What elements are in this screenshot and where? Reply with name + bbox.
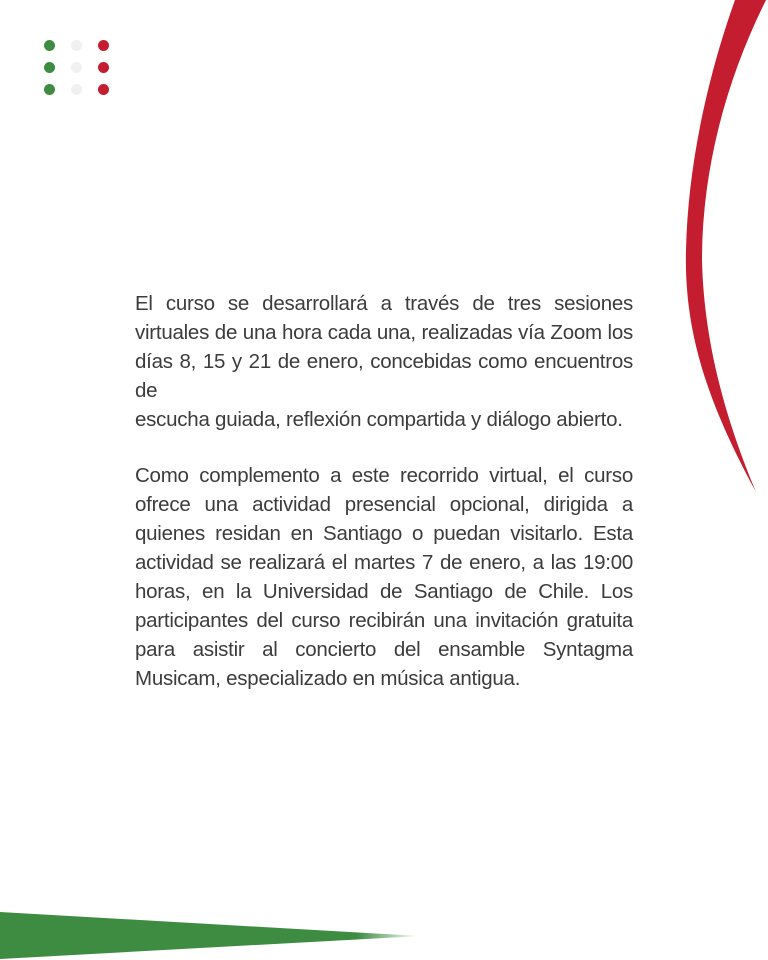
logo-dot-green [44,84,55,95]
paragraph-sessions [135,289,633,434]
logo-dot-red [98,40,109,51]
text-line: para asistir al concierto del ensamble Syntagma [135,638,633,661]
text-line: días 8, 15 y 21 de enero, concebidas como encuentros de [135,350,633,402]
text-line: ofrece una actividad presencial opcional, dirigida a [135,493,633,516]
logo-dot-gray [71,62,82,73]
logo-dot-gray [71,84,82,95]
logo-dot-red [98,84,109,95]
logo-dot-red [98,62,109,73]
text-line: virtuales de una hora cada una, realizadas vía Zoom los [135,321,633,344]
text-line: El curso se desarrollará a través de tres sesiones [135,292,633,315]
text-line: horas, en la Universidad de Santiago de Chile. Los [135,580,633,603]
logo-dot-green [44,62,55,73]
text-line: participantes del curso recibirán una invitación gratuita [135,609,633,632]
paragraph-presencial [135,461,633,693]
logo-dot-green [44,40,55,51]
logo-dot-gray [71,40,82,51]
text-line: Musicam, especializado en música antigua. [135,667,521,690]
red-swoosh-decoration [686,0,766,492]
text-line: actividad se realizará el martes 7 de enero, a las 19:00 [135,551,633,574]
green-wedge-decoration [0,912,420,959]
text-line: Como complemento a este recorrido virtual, el curso [135,464,633,487]
text-line: escucha guiada, reflexión compartida y diálogo abierto. [135,408,623,431]
text-line: quienes residan en Santiago o puedan visitarlo. Esta [135,522,633,545]
body-text [135,289,633,693]
dot-grid-logo [44,40,109,95]
